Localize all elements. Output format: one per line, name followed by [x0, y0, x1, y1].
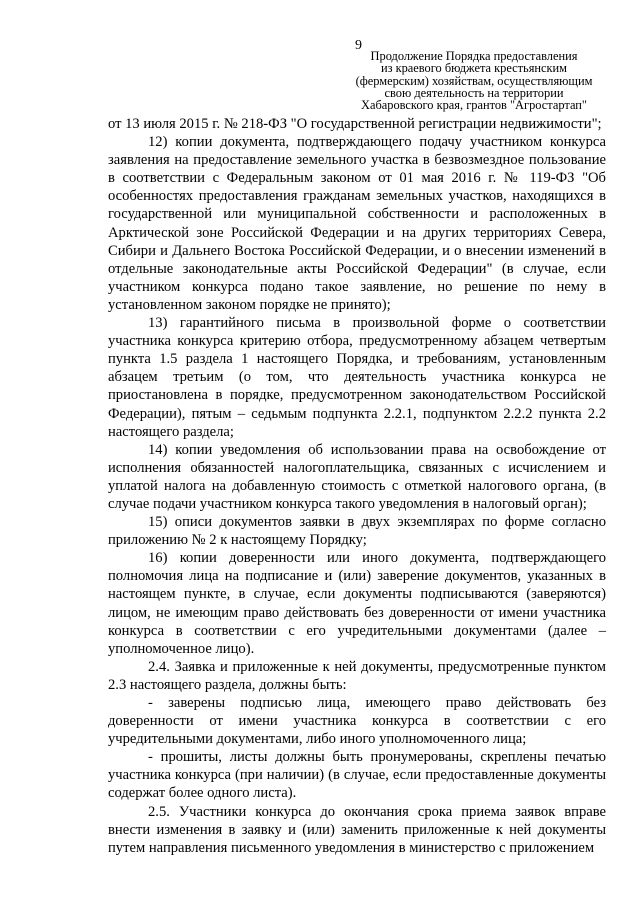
paragraph-continuation: от 13 июля 2015 г. № 218-ФЗ "О государственной регистрации недвижимости"; [108, 116, 602, 132]
header-line: Продолжение Порядка предоставления [370, 49, 578, 63]
list-item-14: 14) копии уведомления об использовании права на освобождение от исполнения обязанностей налогоплательщика, связанных с исчислением и уплатой налога на добавленную стоимость с отметкой налогового органа, (в случае подачи участником конкурса такого уведомления в налоговый орган); [108, 441, 606, 512]
clause-2-5: 2.5. Участники конкурса до окончания срока приема заявок вправе внести изменения в заявку и (или) заменить приложенные к ней документы путем направления письменного уведомления в министерство с приложением [108, 803, 606, 856]
running-header [340, 50, 608, 111]
bullet-bound: - прошиты, листы должны быть пронумерованы, скреплены печатью участника конкурса (при наличии) (в случае, если предоставленные документы содержат более одного листа). [108, 749, 606, 802]
header-line: из краевого бюджета крестьянским [380, 61, 568, 76]
list-item-13: 13) гарантийного письма в произвольной форме о соответствии участника конкурса критерию отбора, предусмотренному абзацем четвертым пункта 1.5 раздела 1 настоящего Порядка, и требованиям, установленным абзацем третьим (о том, что деятельность участника конкурса не приостановлена в порядке, предусмотренном законодательством Российской Федерации), пятым – седьмым подпункта 2.2.1, подпунктом 2.2.2 пункта 2.2 настоящего раздела; [108, 315, 606, 440]
clause-2-4: 2.4. Заявка и приложенные к ней документы, предусмотренные пунктом 2.3 настоящего раздела, должны быть: [108, 658, 606, 693]
page-number: 9 [355, 38, 362, 53]
header-line: Хабаровского края, грантов "Агростартап" [361, 98, 587, 113]
list-item-15: 15) описи документов заявки в двух экземплярах по форме согласно приложению № 2 к настоящему Порядку; [108, 514, 606, 549]
header-line: свою деятельность на территории [384, 85, 564, 100]
list-item-16: 16) копии доверенности или иного документа, подтверждающего полномочия лица на подписание и (или) заверение документов, указанных в настоящем пункте, в случае, если документы подписываются (заверяются) лицом, не имеющим право действовать без доверенности от имени участника конкурса в соответствии с его учредительными документами (далее – уполномоченное лицо). [108, 550, 606, 657]
list-item-12: 12) копии документа, подтверждающего подачу участником конкурса заявления на предоставление земельного участка в безвозмездное пользование в соответствии с Федеральным законом от 01 мая 2016 г. № 119-ФЗ "Об особенностях предоставления гражданам земельных участков, находящихся в государственной или муниципальной собственности и расположенных в Арктической зоне Российской Федерации и на других территориях Севера, Сибири и Дальнего Востока Российской Федерации, и о внесении изменений в отдельные законодательные акты Российской Федерации" (в случае, если участником конкурса подано такое заявление, но решение по нему в установленном законом порядке не принято); [108, 134, 606, 313]
bullet-signed: - заверены подписью лица, имеющего право действовать без доверенности от имени участника конкурса в соответствии с его учредительными документами, либо иного уполномоченного лица; [108, 695, 606, 748]
document-body [108, 115, 606, 857]
header-line: (фермерским) хозяйствам, осуществляющим [355, 73, 593, 88]
